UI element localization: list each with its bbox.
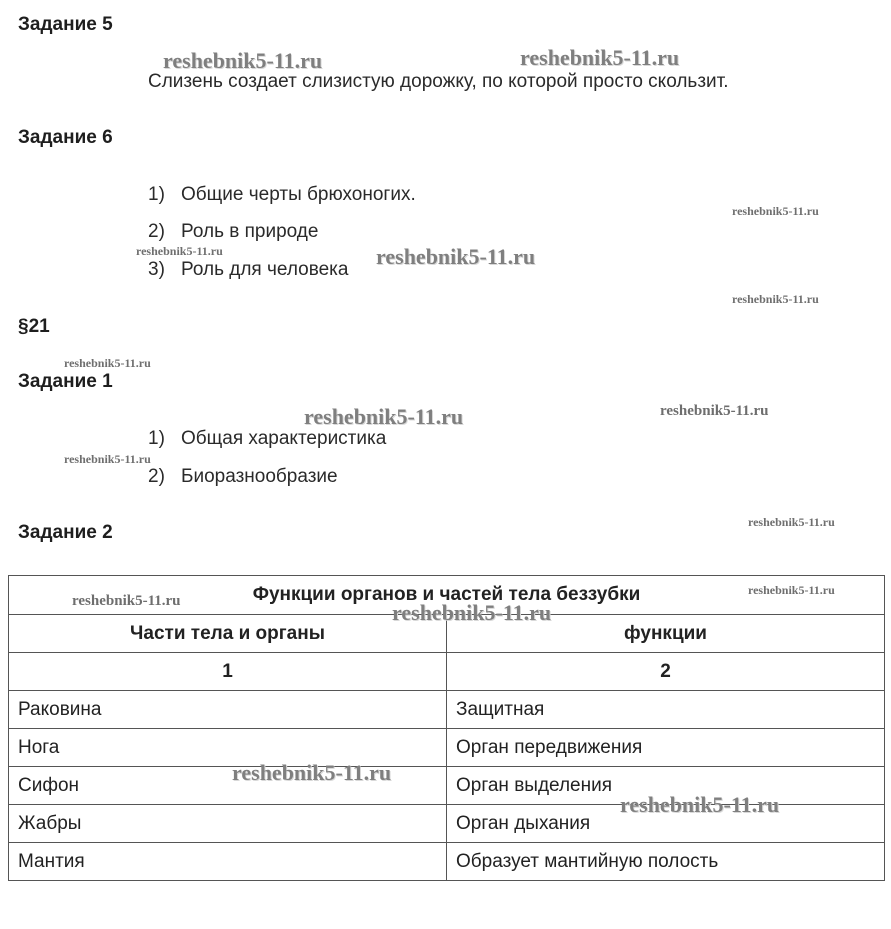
list-item-text: Роль для человека [181, 259, 349, 280]
table-cell-function: Орган передвижения [447, 729, 885, 767]
list-item-text: Биоразнообразие [181, 466, 338, 487]
watermark: reshebnik5-11.ru [732, 204, 819, 218]
list-item-number: 1) [148, 428, 165, 449]
table-row [9, 729, 885, 767]
table-row [9, 691, 885, 729]
watermark: reshebnik5-11.ru [72, 593, 181, 609]
watermark: reshebnik5-11.ru [660, 403, 769, 419]
table-cell-organ: Сифон [9, 767, 447, 805]
task1-heading: Задание 1 [18, 371, 113, 392]
list-item [148, 259, 348, 281]
section-title: §21 [18, 316, 50, 337]
list-item-text: Роль в природе [181, 221, 319, 242]
watermark: reshebnik5-11.ru [232, 760, 392, 785]
watermark: reshebnik5-11.ru [163, 48, 323, 73]
watermark: reshebnik5-11.ru [376, 244, 536, 269]
watermark: reshebnik5-11.ru [732, 292, 819, 306]
list-item-number: 3) [148, 259, 165, 280]
table-cell-function: Орган выделения [447, 767, 885, 805]
table-number-row [9, 653, 885, 691]
task2-heading: Задание 2 [18, 522, 113, 543]
list-item [148, 221, 318, 243]
list-item-number: 2) [148, 221, 165, 242]
table-row [9, 843, 885, 881]
list-item-text: Общие черты брюхоногих. [181, 184, 416, 205]
list-item-text: Общая характеристика [181, 428, 387, 449]
table-cell-organ: Нога [9, 729, 447, 767]
task5-heading: Задание 5 [18, 14, 113, 35]
list-item-number: 1) [148, 184, 165, 205]
list-item-number: 2) [148, 466, 165, 487]
watermark: reshebnik5-11.ru [748, 583, 835, 597]
watermark: reshebnik5-11.ru [748, 515, 835, 529]
watermark: reshebnik5-11.ru [64, 356, 151, 370]
table-cell-function: Защитная [447, 691, 885, 729]
list-item [148, 184, 416, 206]
column-number-2: 2 [447, 653, 885, 691]
table-cell-organ: Жабры [9, 805, 447, 843]
task5-answer: Слизень создает слизистую дорожку, по которой просто скользит. [148, 71, 729, 92]
table-cell-function: Образует мантийную полость [447, 843, 885, 881]
watermark: reshebnik5-11.ru [64, 452, 151, 466]
table-title: Функции органов и частей тела беззубки [9, 576, 885, 615]
table-cell-organ: Раковина [9, 691, 447, 729]
list-item [148, 428, 386, 450]
watermark: reshebnik5-11.ru [304, 404, 464, 429]
table-cell-function: Орган дыхания [447, 805, 885, 843]
watermark: reshebnik5-11.ru [620, 792, 780, 817]
watermark: reshebnik5-11.ru [392, 600, 552, 625]
table-cell-organ: Мантия [9, 843, 447, 881]
watermark: reshebnik5-11.ru [136, 244, 223, 258]
column-number-1: 1 [9, 653, 447, 691]
column-header-parts: Части тела и органы [9, 615, 447, 653]
watermark: reshebnik5-11.ru [520, 45, 680, 70]
column-header-functions: функции [447, 615, 885, 653]
list-item [148, 466, 338, 488]
task6-heading: Задание 6 [18, 127, 113, 148]
